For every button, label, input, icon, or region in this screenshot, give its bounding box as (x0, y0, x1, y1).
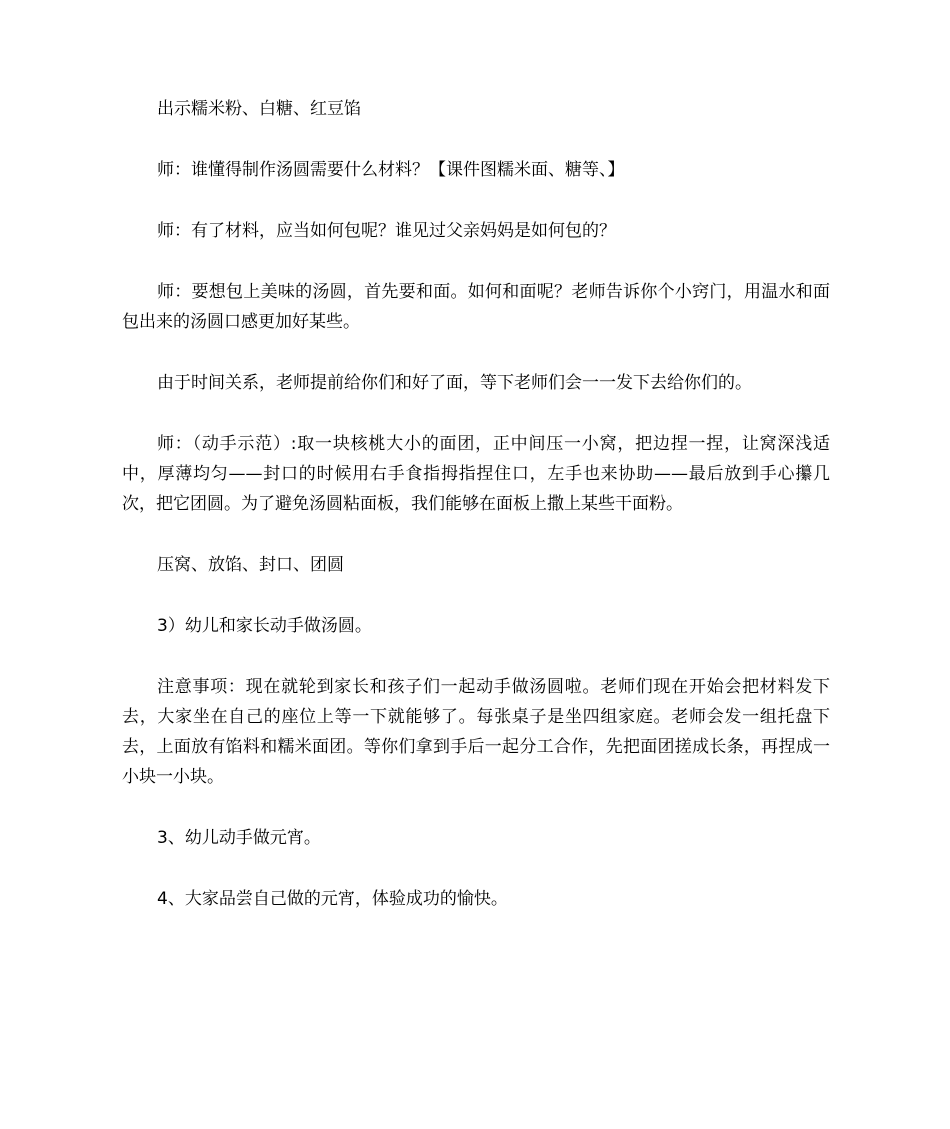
paragraph-step-3-children-parents: 3）幼儿和家长动手做汤圆。 (157, 616, 372, 636)
paragraph-teacher-demonstration: 师：（动手示范）:取一块核桃大小的面团，正中间压一小窝，把边捏一捏，让窝深浅适中，厚薄均匀——封口的时候用右手食指拇指捏住口，左手也来协助——最后放到手心攥几次，把它团圆。为了避免汤圆粘面板，我们能够在面板上撒上某些干面粉。 (122, 434, 830, 514)
paragraph-teacher-dough-tip: 师：要想包上美味的汤圆，首先要和面。如何和面呢？老师告诉你个小窍门，用温水和面包出来的汤圆口感更加好某些。 (122, 282, 830, 332)
paragraph-teacher-question-materials: 师：谁懂得制作汤圆需要什么材料？【课件图糯米面、糖等、】 (157, 160, 625, 180)
paragraph-section-3: 3、幼儿动手做元宵。 (157, 828, 321, 848)
paragraph-steps-summary: 压窝、放馅、封口、团圆 (157, 555, 344, 575)
paragraph-notes: 注意事项：现在就轮到家长和孩子们一起动手做汤圆啦。老师们现在开始会把材料发下去，大家坐在自己的座位上等一下就能够了。每张桌子是坐四组家庭。老师会发一组托盘下去，上面放有馅料和糯米面团。等你们拿到手后一起分工合作，先把面团搓成长条，再捏成一小块一小块。 (122, 677, 830, 787)
document-body (122, 94, 830, 945)
paragraph-time-note: 由于时间关系，老师提前给你们和好了面，等下老师们会一一发下去给你们的。 (157, 373, 752, 393)
paragraph-materials-shown: 出示糯米粉、白糖、红豆馅 (157, 99, 361, 119)
paragraph-section-4: 4、大家品尝自己做的元宵，体验成功的愉快。 (157, 889, 508, 909)
paragraph-teacher-question-wrapping: 师：有了材料，应当如何包呢？谁见过父亲妈妈是如何包的？ (157, 221, 616, 241)
